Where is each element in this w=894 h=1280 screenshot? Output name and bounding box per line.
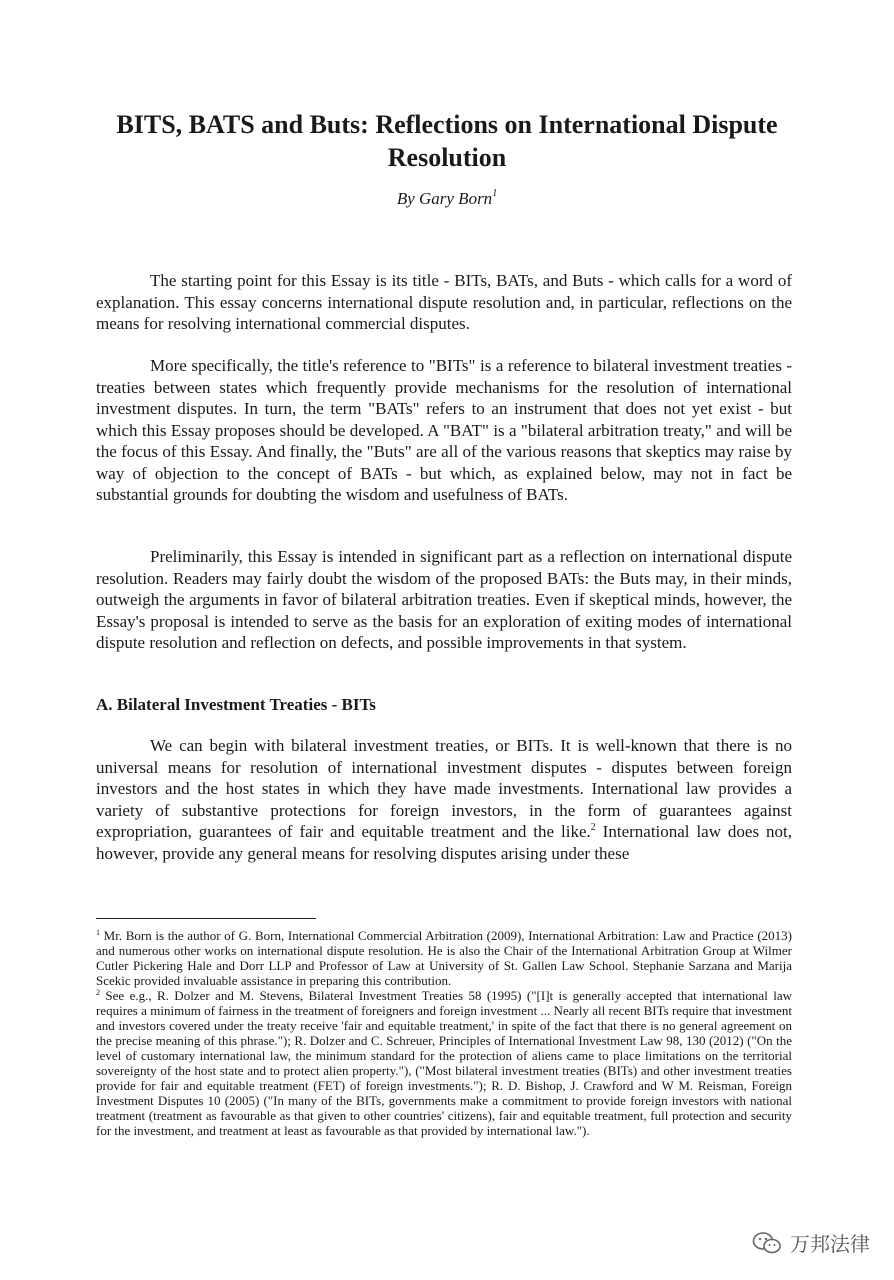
footnote-2 xyxy=(96,988,792,1138)
footnote-marker: 1 xyxy=(96,928,100,937)
footnote-1 xyxy=(96,928,792,988)
paragraph-4-text-a: We can begin with bilateral investment treaties, or BITs. It is well-known that there is no universal means for resolution of international investment disputes - disputes between foreign investors and the host states in which they have made investments. International law provides a variety of substantive protections for foreign investors, in the form of guarantees against expropriation, guarantees of fair and equitable treatment and the like. xyxy=(96,736,792,841)
footnote-ref-2[interactable]: 2 xyxy=(590,822,596,833)
author-name: By Gary Born xyxy=(396,189,493,208)
footnote-divider xyxy=(96,918,316,919)
author-byline xyxy=(96,188,798,210)
paragraph-1: The starting point for this Essay is its title - BITs, BATs, and Buts - which calls for a word of explanation. This essay concerns international dispute resolution and, in particular, reflections on the means for resolving international commercial disputes. xyxy=(96,271,792,333)
paragraph-4 xyxy=(96,735,792,864)
watermark-text: 万邦法律 xyxy=(790,1232,870,1256)
watermark xyxy=(752,1228,870,1257)
paragraph-3: Preliminarily, this Essay is intended in significant part as a reflection on international dispute resolution. Readers may fairly doubt the wisdom of the proposed BATs: the Buts may, in their minds, outweigh the arguments in favor of bilateral arbitration treaties. Even if skeptical minds, however, the Essay's proposal is intended to serve as the basis for an exploration of exiting modes of international dispute resolution and reflection on defects, and possible improvements in that system. xyxy=(96,547,792,652)
paragraph-2: More specifically, the title's reference to "BITs" is a reference to bilateral investment treaties - treaties between states which frequently provide mechanisms for the resolution of international investment disputes. In turn, the term "BATs" refers to an instrument that does not yet exist - but which this Essay proposes should be developed. A "BAT" is a "bilateral arbitration treaty," and will be the focus of this Essay. And finally, the "Buts" are all of the various reasons that skeptics may raise by way of objection to the concept of BATs - but which, as explained below, may not in fact be substantial grounds for doubting the wisdom and usefulness of BATs. xyxy=(96,356,792,504)
wechat-icon xyxy=(752,1231,782,1255)
footnote-marker: 2 xyxy=(96,988,100,997)
section-heading: A. Bilateral Investment Treaties - BITs xyxy=(96,695,376,714)
footnote-ref-1[interactable]: 1 xyxy=(492,188,498,199)
paper-title: BITS, BATS and Buts: Reflections on International Dispute Resolution xyxy=(116,110,778,172)
footnotes xyxy=(96,928,792,1138)
footnote-text: Mr. Born is the author of G. Born, International Commercial Arbitration (2009), International Arbitration: Law and Practice (2013) and numerous other works on international dispute resolution. He is also the Chair of the International Arbitration Group at Wilmer Cutler Pickering Hale and Dorr LLP and Professor of Law at University of St. Gallen Law School. Stephanie Sarzana and Marija Scekic provided invaluable assistance in preparing this contribution. xyxy=(96,928,792,988)
paragraph-4-text-b: International law does not, however, provide any general means for resolving disputes arising under these xyxy=(96,822,793,863)
footnote-text: See e.g., R. Dolzer and M. Stevens, Bilateral Investment Treaties 58 (1995) ("[I]t is generally accepted that international law requires a minimum of fairness in the treatment of foreigners and foreign investment ... Nearly all recent BITs require that investment and investors covered under the treaty receive 'fair and equitable treatment,' in spite of the fact that there is no general agreement on the precise meaning of this phrase."); R. Dolzer and C. Schreuer, Principles of International Investment Law 98, 130 (2012) ("On the level of customary international law, the minimum standard for the protection of aliens came to place limitations on the territorial sovereignty of the host state and to protect alien property."), ("Most bilateral investment treaties (BITs) and other investment treaties provide for fair and equitable treatment (FET) of foreign investments."); R. D. Bishop, J. Crawford and W M. Reisman, Foreign Investment Disputes 10 (2005) ("In many of the BITs, governments make a commitment to provide foreign investors with national treatment (treatment as favourable as that given to other countries' citizens), fair and equitable treatment, full protection and security for the investment, and treatment at least as favourable as that provided by international law."). xyxy=(96,988,792,1138)
